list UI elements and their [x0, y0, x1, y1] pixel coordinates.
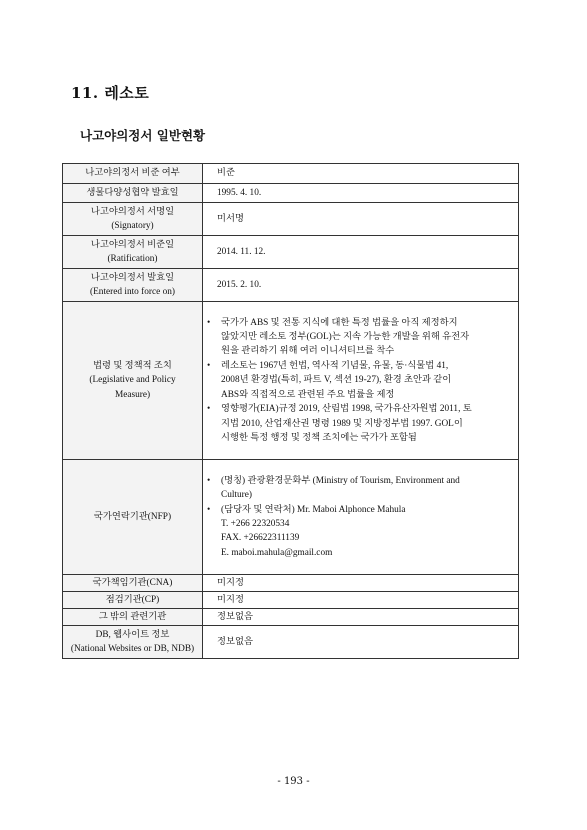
bullet-line: 시행한 특정 행정 및 정책 조치에는 국가가 포함됨	[221, 432, 417, 443]
table-row	[63, 236, 519, 269]
row-key	[63, 575, 203, 592]
fax-line: FAX. +26622311139	[221, 533, 300, 544]
row-value	[203, 609, 519, 626]
bullet-line: 않았지만 레소토 정부(GOL)는 지속 가능한 개발을 위해 유전자	[221, 332, 470, 343]
key-line: (Signatory)	[111, 221, 154, 231]
key-line: 법령 및 정책적 조치	[93, 360, 172, 371]
key-line: (National Websites or DB, NDB)	[70, 644, 195, 654]
row-value	[203, 575, 519, 592]
list-item	[207, 359, 512, 402]
key-line: 나고야의정서 비준 여부	[85, 168, 180, 179]
row-key	[63, 302, 203, 460]
value-line: 미지정	[217, 577, 244, 588]
row-key	[63, 236, 203, 269]
row-value	[203, 203, 519, 236]
table-row	[63, 164, 519, 184]
table-row	[63, 184, 519, 203]
row-value	[203, 592, 519, 609]
general-status-table	[62, 163, 519, 659]
subtitle: 나고야의정서 일반현황	[80, 128, 206, 143]
row-value	[203, 626, 519, 659]
bullet-line: • (담당자 및 연락처) Mr. Maboi Alphonce Mahula	[221, 504, 406, 515]
contact-details	[207, 517, 512, 560]
page-number: - 193 -	[277, 776, 310, 787]
key-line: 나고야의정서 비준일	[90, 239, 175, 250]
bullet-line: • 영향평가(EIA)규정 2019, 산림법 1998, 국가유산자원법 2011, 토	[221, 404, 472, 415]
list-item	[207, 503, 512, 517]
measures-list	[207, 316, 512, 446]
key-line: Measure)	[114, 389, 151, 400]
row-key	[63, 592, 203, 609]
key-line: 생물다양성협약 발효일	[86, 187, 179, 198]
row-key	[63, 203, 203, 236]
key-line: 국가연락기관(NFP)	[93, 511, 172, 522]
row-value	[203, 164, 519, 184]
table-row	[63, 302, 519, 460]
value-line: 2015. 2. 10.	[217, 279, 262, 290]
bullet-line: 지법 2010, 산업재산권 명령 1989 및 지방정부법 1997. GOL이	[221, 418, 463, 429]
value-line: 비준	[217, 168, 235, 179]
row-value	[203, 460, 519, 575]
row-value	[203, 184, 519, 203]
bullet-line: 원을 관리하기 위해 여러 이니셔티브를 착수	[221, 346, 395, 357]
row-value	[203, 302, 519, 460]
table-row	[63, 609, 519, 626]
key-line: (Legislative and Policy	[89, 375, 176, 386]
bullet-line: Culture)	[221, 490, 252, 501]
table-row	[63, 626, 519, 659]
table-row	[63, 269, 519, 302]
table-row	[63, 592, 519, 609]
list-item	[207, 316, 512, 359]
key-line: 국가책임기관(CNA)	[92, 577, 173, 588]
key-line: 나고야의정서 발효일	[90, 272, 175, 283]
bullet-line: • 레소토는 1967년 헌법, 역사적 기념물, 유물, 동·식물법 41,	[221, 360, 449, 371]
key-line: 나고야의정서 서명일	[90, 206, 175, 217]
value-line: 1995. 4. 10.	[217, 187, 262, 198]
email-line: E. maboi.mahula@gmail.com	[221, 547, 333, 558]
row-value	[203, 269, 519, 302]
row-value	[203, 236, 519, 269]
key-line: 점검기관(CP)	[105, 594, 160, 605]
bullet-line: ABS와 직접적으로 관련된 주요 법률을 제정	[221, 389, 395, 400]
value-line: 정보없음	[217, 636, 253, 647]
value-line: 미지정	[217, 594, 244, 605]
row-key	[63, 269, 203, 302]
bullet-line: • (명칭) 관광환경문화부 (Ministry of Tourism, Environment and	[221, 475, 460, 486]
bullet-line: • 국가가 ABS 및 전통 지식에 대한 특정 법률을 아직 제정하지	[221, 317, 458, 328]
section-title: 11. 레소토	[71, 84, 150, 102]
phone-line: T. +266 22320534	[221, 519, 290, 529]
key-line: (Ratification)	[107, 254, 158, 264]
bullet-line: 2008년 환경법(특히, 파트 V, 섹션 19-27), 환경 초안과 같이	[221, 375, 452, 386]
row-key	[63, 460, 203, 575]
value-line: 2014. 11. 12.	[217, 246, 266, 257]
row-key	[63, 184, 203, 203]
list-item	[207, 402, 512, 445]
list-item	[207, 474, 512, 503]
key-line: (Entered into force on)	[90, 287, 175, 297]
value-line: 미서명	[217, 213, 244, 224]
row-key	[63, 626, 203, 659]
value-line: 정보없음	[217, 611, 253, 622]
row-key	[63, 164, 203, 184]
table-row	[63, 203, 519, 236]
key-line: DB, 웹사이트 정보	[95, 629, 170, 640]
key-line: 그 밖의 관련기관	[98, 611, 167, 622]
table-row	[63, 575, 519, 592]
contact-list	[207, 474, 512, 517]
row-key	[63, 609, 203, 626]
table-row	[63, 460, 519, 575]
